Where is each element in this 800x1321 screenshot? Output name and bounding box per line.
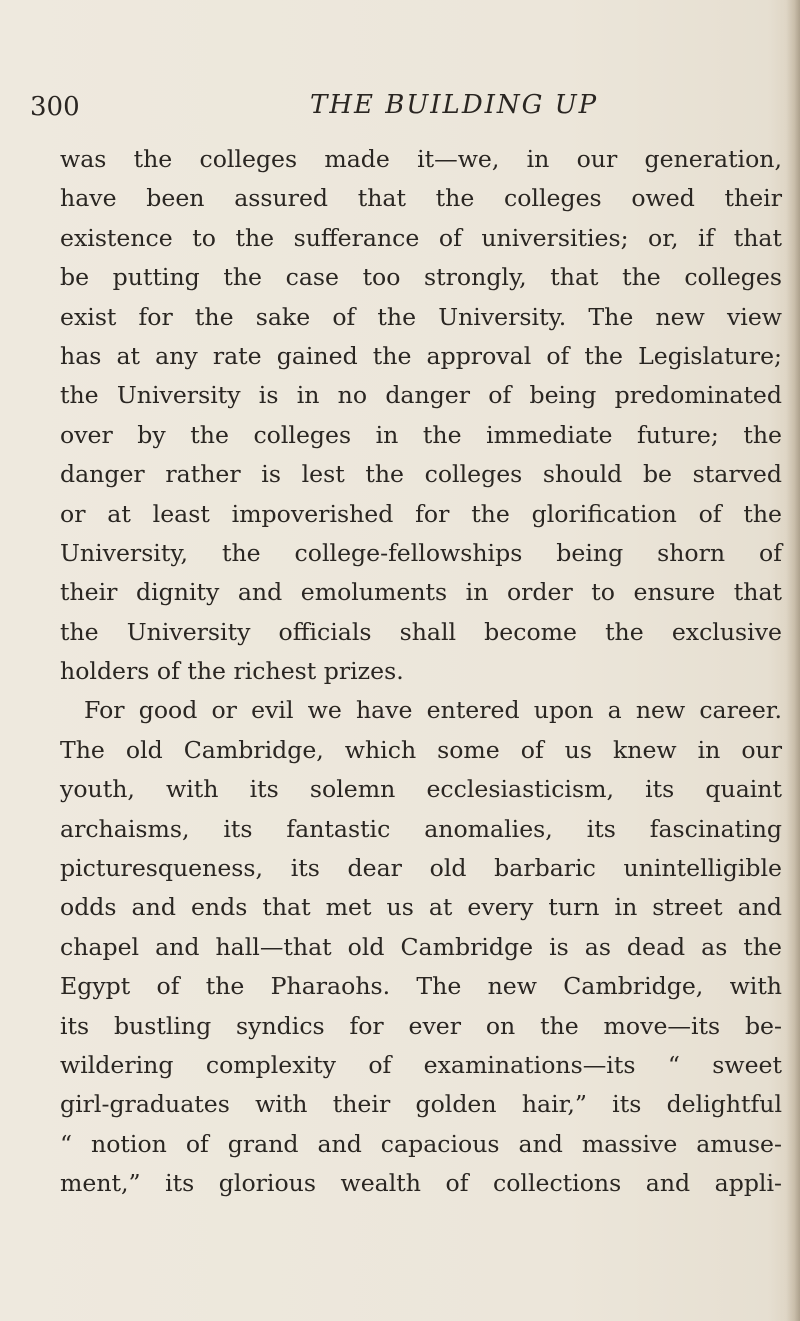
text-line: University, the college-fellowships being shorn of: [60, 538, 782, 567]
text-line: or at least impoverished for the glorification of the: [60, 499, 782, 528]
text-line: has at any rate gained the approval of the Legislature;: [60, 341, 782, 370]
text-line: “ notion of grand and capacious and massive amuse-: [60, 1129, 782, 1158]
text-line: archaisms, its fantastic anomalies, its fascinating: [60, 814, 782, 843]
text-line: existence to the sufferance of universities; or, if that: [60, 223, 782, 252]
text-line: their dignity and emoluments in order to ensure that: [60, 578, 782, 607]
running-head: THE BUILDING UP: [310, 90, 599, 120]
text-line: its bustling syndics for ever on the move—its be-: [60, 1011, 782, 1040]
text-line: have been assured that the colleges owed their: [60, 184, 782, 213]
body-text: [60, 140, 790, 1204]
page-number: 300: [30, 92, 80, 122]
text-line: chapel and hall—that old Cambridge is as dead as the: [60, 932, 782, 961]
text-line: odds and ends that met us at every turn in street and: [60, 893, 782, 922]
text-line: wildering complexity of examinations—its “ sweet: [60, 1050, 782, 1079]
text-line: the University is in no danger of being predominated: [60, 381, 782, 410]
text-line: Egypt of the Pharaohs. The new Cambridge, with: [60, 972, 782, 1001]
text-line: exist for the sake of the University. The new view: [60, 302, 782, 331]
text-line: was the colleges made it—we, in our generation,: [60, 145, 782, 173]
text-line: danger rather is lest the colleges should be starved: [60, 460, 782, 489]
paragraph-start-line: For good or evil we have entered upon a new career.: [84, 696, 782, 725]
paragraph-end-line: holders of the richest prizes.: [60, 657, 404, 686]
text-line: youth, with its solemn ecclesiasticism, its quaint: [60, 775, 782, 804]
text-line: girl-graduates with their golden hair,” its delightful: [60, 1090, 782, 1119]
text-line: ment,” its glorious wealth of collections and appli-: [60, 1169, 782, 1198]
text-line: be putting the case too strongly, that the colleges: [60, 263, 782, 292]
text-line: over by the colleges in the immediate future; the: [60, 420, 782, 449]
text-line: picturesqueness, its dear old barbaric unintelligible: [60, 854, 782, 883]
text-line: The old Cambridge, which some of us knew in our: [60, 735, 782, 764]
text-line: the University officials shall become the exclusive: [60, 617, 782, 646]
page-header: [0, 84, 800, 124]
